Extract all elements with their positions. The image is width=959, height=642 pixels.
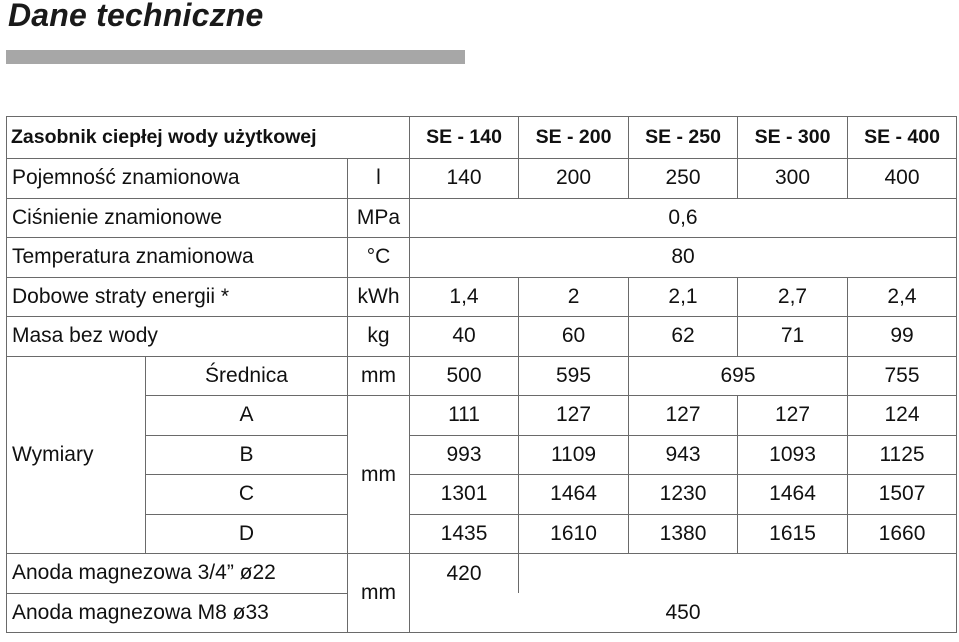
- row-label: Dobowe straty energii *: [7, 277, 348, 317]
- table-header-row: [7, 117, 957, 159]
- table-row-srednica: [7, 356, 957, 396]
- sub-label: Średnica: [146, 356, 348, 396]
- value-cell: 1660: [848, 514, 957, 554]
- table-row-straty: [7, 277, 957, 317]
- row-label: Temperatura znamionowa: [7, 238, 348, 278]
- table-row-masa: [7, 317, 957, 357]
- value-cell: 1615: [738, 514, 848, 554]
- value-cell: 127: [629, 396, 738, 436]
- model-header: SE - 300: [738, 117, 848, 159]
- value-cell: 124: [848, 396, 957, 436]
- table-row-dim-a: [7, 396, 957, 436]
- value-cell: 80: [410, 238, 957, 278]
- sub-label: C: [146, 475, 348, 515]
- value-cell: 60: [519, 317, 629, 357]
- model-header: SE - 400: [848, 117, 957, 159]
- unit-cell: kg: [348, 317, 410, 357]
- table-row-cisnienie: [7, 198, 957, 238]
- row-label: Pojemność znamionowa: [7, 159, 348, 199]
- value-cell: 400: [848, 159, 957, 199]
- sub-label: D: [146, 514, 348, 554]
- value-cell: 300: [738, 159, 848, 199]
- value-cell: 250: [629, 159, 738, 199]
- value-cell: 695: [629, 356, 848, 396]
- table-row-dim-d: [7, 514, 957, 554]
- value-cell: 1230: [629, 475, 738, 515]
- value-cell: 111: [410, 396, 519, 436]
- row-label: Masa bez wody: [7, 317, 348, 357]
- value-cell: 1,4: [410, 277, 519, 317]
- sub-label: B: [146, 435, 348, 475]
- value-cell: 2,1: [629, 277, 738, 317]
- unit-cell: l: [348, 159, 410, 199]
- row-label-wymiary: Wymiary: [7, 356, 146, 554]
- unit-cell: mm: [348, 396, 410, 554]
- value-cell: 1125: [848, 435, 957, 475]
- value-cell: 99: [848, 317, 957, 357]
- table-header-title: Zasobnik ciepłej wody użytkowej: [7, 117, 410, 159]
- value-cell: 1464: [519, 475, 629, 515]
- unit-cell: mm: [348, 554, 410, 633]
- value-cell: 1610: [519, 514, 629, 554]
- value-cell: 71: [738, 317, 848, 357]
- table-row-dim-b: [7, 435, 957, 475]
- value-cell: 2,4: [848, 277, 957, 317]
- value-cell: 420: [410, 554, 519, 594]
- value-cell: 1464: [738, 475, 848, 515]
- value-cell: 1093: [738, 435, 848, 475]
- row-label: Anoda magnezowa M8 ø33: [7, 593, 348, 633]
- table-row-pojemnosc: [7, 159, 957, 199]
- value-cell: 2: [519, 277, 629, 317]
- value-cell: 450: [410, 593, 957, 633]
- value-cell: 943: [629, 435, 738, 475]
- value-cell: 127: [738, 396, 848, 436]
- value-cell: 127: [519, 396, 629, 436]
- value-cell: 200: [519, 159, 629, 199]
- value-cell: 2,7: [738, 277, 848, 317]
- sub-label: A: [146, 396, 348, 436]
- unit-cell: °C: [348, 238, 410, 278]
- model-header: SE - 140: [410, 117, 519, 159]
- unit-cell: kWh: [348, 277, 410, 317]
- table-row-temperatura: [7, 238, 957, 278]
- empty-cell: [519, 554, 957, 594]
- value-cell: 500: [410, 356, 519, 396]
- row-label: Anoda magnezowa 3/4” ø22: [7, 554, 348, 594]
- value-cell: 993: [410, 435, 519, 475]
- value-cell: 140: [410, 159, 519, 199]
- page-title: Dane techniczne: [8, 0, 264, 33]
- value-cell: 595: [519, 356, 629, 396]
- value-cell: 0,6: [410, 198, 957, 238]
- unit-cell: MPa: [348, 198, 410, 238]
- value-cell: 1380: [629, 514, 738, 554]
- model-header: SE - 250: [629, 117, 738, 159]
- value-cell: 1435: [410, 514, 519, 554]
- unit-cell: mm: [348, 356, 410, 396]
- table-row-anoda-2: [7, 593, 957, 633]
- technical-data-table: [6, 116, 957, 633]
- table-row-dim-c: [7, 475, 957, 515]
- value-cell: 1301: [410, 475, 519, 515]
- table-row-anoda-1: [7, 554, 957, 594]
- value-cell: 755: [848, 356, 957, 396]
- row-label: Ciśnienie znamionowe: [7, 198, 348, 238]
- value-cell: 1109: [519, 435, 629, 475]
- title-underline-bar: [6, 50, 465, 64]
- model-header: SE - 200: [519, 117, 629, 159]
- value-cell: 1507: [848, 475, 957, 515]
- value-cell: 62: [629, 317, 738, 357]
- value-cell: 40: [410, 317, 519, 357]
